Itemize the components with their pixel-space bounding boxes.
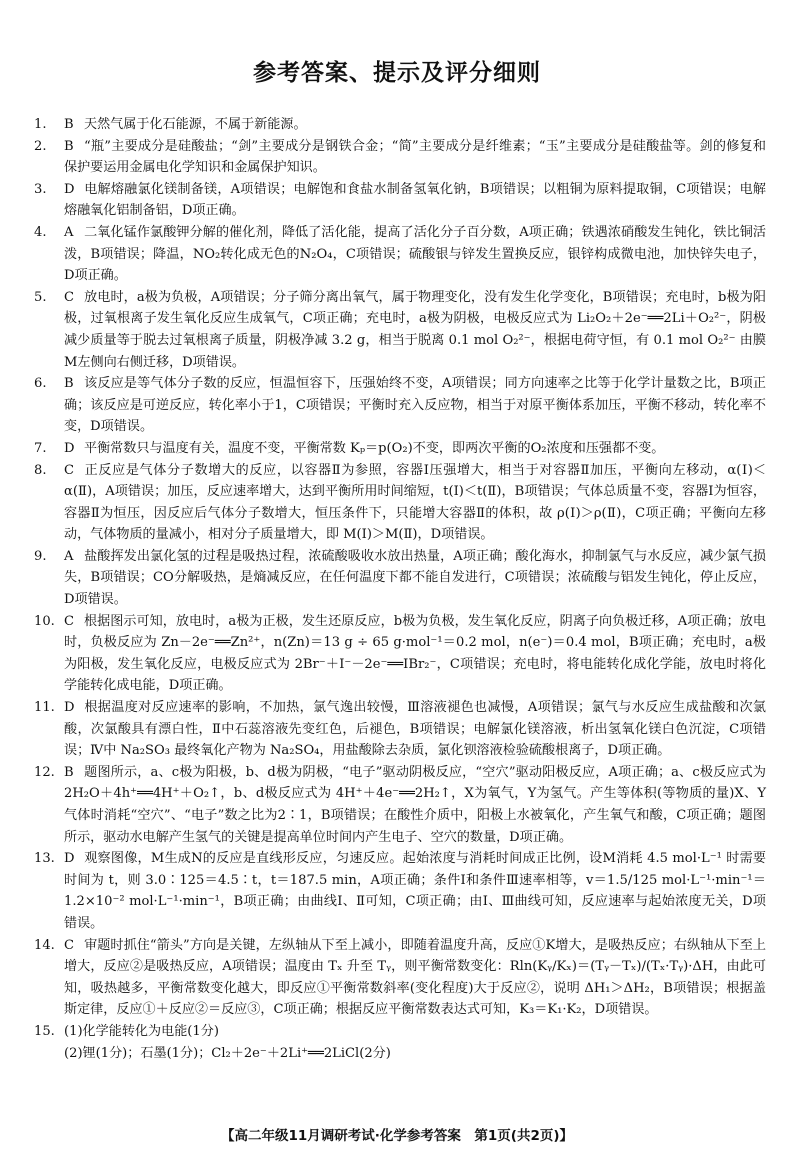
answer-item [34, 222, 766, 287]
explanation-text: 盐酸挥发出氯化氢的过程是吸热过程，浓硫酸吸收水放出热量，A项正确；酸化海水，抑制氯气与水反应，减少氯气损失，B项错误；CO分解吸热，是熵减反应，在任何温度下都不能自发进行，C项错误；浓硫酸与铝发生钝化，停止反应，D项错误。 [64, 548, 766, 608]
answer-item [34, 179, 766, 222]
answer-letter: D [64, 851, 75, 867]
answer-letter: C [64, 613, 75, 629]
answer-item [34, 762, 766, 848]
explanation-text: 天然气属于化石能源，不属于新能源。 [84, 117, 307, 132]
answer-letter: C [64, 462, 75, 478]
q15-line-2: (2)锂(1分)；石墨(1分)；Cl₂＋2e⁻＋2Li⁺══2LiCl(2分) [64, 1045, 391, 1061]
answer-letter: B [64, 117, 74, 132]
explanation-text: 题图所示，a、c极为阳极，b、d极为阴极，“电子”驱动阴极反应，“空穴”驱动阳极反应，A项正确；a、c极反应式为 2H₂O＋4h⁺══4H⁺＋O₂↑，b、d极反应式为 4H⁺＋4e⁻══2H₂↑，X为氧气，Y为氢气。产生等体积(等物质的量)X、Y气体时消耗“空穴”、“电子”数之比为2∶1，B项错误；在酸性介质中，阳极上水被氧化，产生氧气和酸，C项正确；题图所示，驱动水电解产生氢气的关键是提高单位时间内产生电子、空穴的数量，D项正确。 [64, 764, 766, 845]
answer-letter: C [64, 289, 75, 305]
item-number: 2. [34, 138, 47, 154]
answer-item [34, 287, 766, 373]
explanation-text: 电解熔融氯化镁制备镁，A项错误；电解饱和食盐水制备氢氧化钠，B项错误；以粗铜为原料提取铜，C项错误；电解熔融氧化铝制备铝，D项正确。 [64, 181, 766, 219]
answer-item [34, 460, 766, 546]
item-number: 8. [34, 462, 47, 478]
answer-letter: B [64, 376, 74, 392]
answer-list [34, 114, 766, 1064]
item-number: 11. [34, 700, 55, 716]
explanation-text: 观察图像，M生成N的反应是直线形反应，匀速反应。起始浓度与消耗时间成正比例，设M消耗 4.5 mol·L⁻¹ 时需要时间为 t，则 3.0∶125＝4.5∶t，t＝187.5 min，A项正确；条件Ⅰ和条件Ⅲ速率相等，v＝1.5/125 mol·L⁻¹·min⁻¹＝1.2×10⁻² mol·L⁻¹·min⁻¹，B项正确；由曲线Ⅰ、Ⅱ可知，C项正确；由Ⅰ、Ⅲ曲线可知，反应速率与起始浓度无关，D项错误。 [64, 851, 766, 931]
answer-items [34, 114, 766, 1021]
explanation-text: 正反应是气体分子数增大的反应，以容器Ⅱ为参照，容器Ⅰ压强增大，相当于对容器Ⅱ加压，平衡向左移动，α(Ⅰ)＜α(Ⅱ)，A项错误；加压，反应速率增大，达到平衡所用时间缩短，t(Ⅰ)＜t(Ⅱ)，B项错误；气体总质量不变，容器Ⅰ为恒容，容器Ⅱ为恒压，因反应后气体分子数增大，恒压条件下，只能增大容器Ⅱ的体积，故 ρ(Ⅰ)＞ρ(Ⅱ)，C项正确；平衡向左移动，气体物质的量减小，相对分子质量增大，即 M(Ⅰ)＞M(Ⅱ)，D项错误。 [64, 462, 766, 543]
item-number: 5. [34, 289, 47, 305]
answer-item [34, 373, 766, 438]
item-number: 9. [34, 548, 47, 564]
explanation-text: 放电时，a极为负极，A项错误；分子筛分离出氧气，属于物理变化，没有发生化学变化，B项错误；充电时，b极为阳极，过氧根离子发生氧化反应生成氧气，C项正确；充电时，a极为阴极，电极反应式为 Li₂O₂＋2e⁻══2Li＋O₂²⁻，阴极减少质量等于脱去过氧根离子质量，阴极净减 3.2 g，相当于脱离 0.1 mol O₂²⁻，根据电荷守恒，有 0.1 mol O₂²⁻ 由膜M左侧向右侧迁移，D项错误。 [64, 289, 766, 370]
explanation-text: 该反应是等气体分子数的反应，恒温恒容下，压强始终不变，A项错误；同方向速率之比等于化学计量数之比，B项正确；该反应是可逆反应，转化率小于1，C项错误；平衡时充入反应物，相当于对原平衡体系加压，平衡不移动，转化率不变，D项错误。 [64, 376, 766, 435]
answer-letter: C [64, 937, 75, 953]
answer-item [34, 935, 766, 1021]
answer-item [34, 546, 766, 611]
q15-line-1: (1)化学能转化为电能(1分) [64, 1023, 219, 1039]
item-number: 6. [34, 376, 47, 392]
explanation-text: 根据图示可知，放电时，a极为正极，发生还原反应，b极为负极，发生氧化反应，阴离子向负极迁移，A项正确；放电时，负极反应为 Zn－2e⁻══Zn²⁺，n(Zn)＝13 g ÷ 65 g·mol⁻¹＝0.2 mol，n(e⁻)＝0.4 mol，B项正确；充电时，a极为阳极，发生氧化反应，电极反应式为 2Br⁻＋I⁻－2e⁻══IBr₂⁻，C项错误；充电时，将电能转化成化学能，放电时将化学能转化成电能，D项正确。 [64, 613, 766, 694]
answer-letter: A [64, 224, 74, 240]
answer-item [34, 611, 766, 697]
answer-item [34, 697, 766, 762]
answer-item [34, 114, 766, 136]
answer-letter: B [64, 138, 74, 154]
page-title: 参考答案、提示及评分细则 [253, 60, 541, 86]
answer-letter: A [64, 548, 74, 564]
explanation-text: 二氧化锰作氯酸钾分解的催化剂，降低了活化能，提高了活化分子百分数，A项正确；铁遇浓硝酸发生钝化，铁比铜活泼，B项错误；降温，NO₂转化成无色的N₂O₄，C项错误；硫酸银与锌发生置换反应，银锌构成微电池，加快锌失电子，D项正确。 [64, 224, 766, 284]
explanation-text: 审题时抓住“箭头”方向是关键，左纵轴从下至上减小，即随着温度升高，反应①K增大，是吸热反应；右纵轴从下至上增大，反应②是吸热反应，A项错误；温度由 Tₓ 升至 Tᵧ，则平衡常数变化：Rln(Kᵧ/Kₓ)＝(Tᵧ－Tₓ)/(Tₓ·Tᵧ)·ΔH，由此可知，吸热越多，平衡常数变化越大，即反应①平衡常数斜率(变化程度)大于反应②，说明 ΔH₁＞ΔH₂，B项错误；根据盖斯定律，反应①＋反应②＝反应③，C项正确；根据反应平衡常数表达式可知，K₃＝K₁·K₂，D项错误。 [64, 937, 766, 1018]
explanation-text: 根据温度对反应速率的影响，不加热，氯气逸出较慢，Ⅲ溶液褪色也减慢，A项错误；氯气与水反应生成盐酸和次氯酸，次氯酸具有漂白性，Ⅱ中石蕊溶液先变红色，后褪色，B项错误；电解氯化镁溶液，析出氢氧化镁白色沉淀，C项错误；Ⅳ中 Na₂SO₃ 最终氧化产物为 Na₂SO₄，用盐酸除去杂质，氯化钡溶液检验硫酸根离子，D项正确。 [64, 700, 766, 759]
answer-item [34, 438, 766, 460]
item-number: 12. [34, 764, 55, 780]
answer-item [34, 136, 766, 179]
item-number: 15. [34, 1023, 55, 1039]
item-number: 13. [34, 851, 55, 867]
answer-letter: B [64, 764, 74, 780]
answer-letter: D [64, 440, 75, 456]
item-number: 14. [34, 937, 55, 953]
explanation-text: “瓶”主要成分是硅酸盐；“剑”主要成分是钢铁合金；“简”主要成分是纤维素；“玉”主要成分是硅酸盐等。剑的修复和保护要运用金属电化学知识和金属保护知识。 [64, 138, 766, 176]
answer-letter: D [64, 181, 75, 197]
item-number: 10. [34, 613, 55, 629]
answer-item [34, 848, 766, 934]
answer-item-15 [34, 1021, 766, 1043]
item-number: 7. [34, 440, 47, 456]
answer-letter: D [64, 700, 75, 716]
page-footer: 【高二年级11月调研考试·化学参考答案 第1页(共2页)】 [220, 1128, 574, 1144]
item-number: 3. [34, 181, 47, 197]
explanation-text: 平衡常数只与温度有关，温度不变，平衡常数 Kₚ＝p(O₂)不变，即两次平衡的O₂浓度和压强都不变。 [84, 440, 665, 456]
item-number: 4. [34, 224, 47, 240]
item-number: 1. [34, 117, 47, 132]
